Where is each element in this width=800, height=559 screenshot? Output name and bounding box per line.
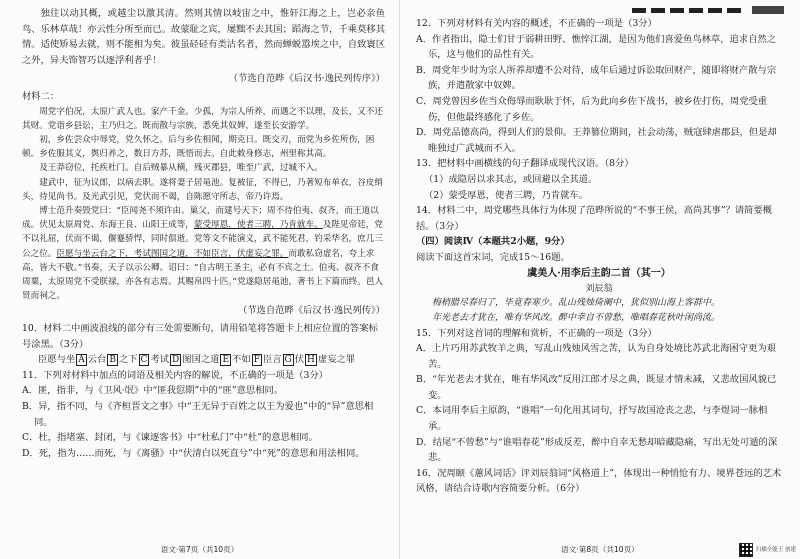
q10-seg-4: 图国之道: [182, 354, 220, 366]
question-10-sentence: [22, 352, 385, 368]
poem-author: 刘辰翁: [585, 283, 613, 294]
right-page-footer: 语文·第8页（共10页）: [561, 545, 639, 554]
intro-paragraph: 独往以动其概，或越尘以激其清。然则其情以岐宙之中，惟轩江海之上，岂必亲鱼鸟、乐林草哉！亦云性分所至而已。故蒙耻之宾，屡黜不去其国；蹈海之节，千乘莫移其情。适使矫易去就，则不能相为矣。彼虽硁硁有类沽名者，然而蝉蜕嚣埃之中，自致寰区之外，异夫饰智巧以逐浮利者乎！: [22, 8, 385, 66]
scanner-logo-icon: [752, 6, 784, 14]
material-2-p5-part-b: 及陛见帝廷，党不以礼屈，伏而不谒，偃蹇骄悍，同时俱逝。党等文不能演义，武不能死君，钓采华名，庶几三公之位。: [22, 220, 383, 259]
question-12-option-a: A．作者指出，隐士们甘于弱耕田野、憔悴江湖，是因为他们喜爱鱼鸟林草，追求自然之乐，这与他们的品性有关。: [416, 33, 776, 61]
q10-seg-5: 不如: [232, 354, 251, 366]
material-2-paragraph-1: 周党字伯况，太原广武人也。家产千金。少孤，为宗人所养，而遇之不以理，及长，又不还其财。党诣乡县讼，主乃归之。既而散与宗族，悉免其奴婢，遂至长安游学。: [22, 106, 383, 131]
question-15-option-b: B．“年光老去才犹在，唯有华风改”反用江郎才尽之典，既显才情未减，又悲故国风貌已变。: [416, 374, 777, 401]
question-15-option-c: C．本词用李后主原韵，“谁唱”一句化用其词句，抒写故国沧丧之悲，与李煜词一脉相承。: [416, 405, 768, 433]
material-2-paragraph-4: 建武中，征为议郎，以病去职。遂将妻子居黾池。复被征，不得已，乃著短布单衣，谷皮绡头，待见尚书。及光武引见，党伏而不谒，自陈愿守所志，帝乃许焉。: [22, 177, 383, 202]
q10-box-f[interactable]: F: [253, 355, 260, 366]
q10-text-before: 臣愿与坐: [38, 354, 76, 366]
left-page-footer: 语文·第7页（共10页）: [160, 545, 239, 554]
question-15-option-d: D．结尾“不曾愁”与“谁唱春花”形成反差，醉中自幸无愁却暗藏隐痛，写出无处可遁的深悲。: [416, 436, 778, 464]
q10-box-b[interactable]: B: [109, 355, 116, 366]
question-12-option-d: D．周党品德高尚，得到人们的景仰。王莽篡位期间，社会动荡，贼寇肆虐郡县，但是却唯独过广武城而不入。: [416, 127, 777, 154]
question-11-option-d: D．死，指为……而死，与《离骚》中“伏清白以死直兮”中“死”的意思和用法相同。: [22, 447, 365, 459]
question-11-option-b: B．异，指不同，与《齐桓晋文之事》中“王无异于百姓之以王为爱也”中的“异”意思相同。: [22, 400, 374, 428]
question-14: 14．材料二中，周党哪些具体行为体现了范晔所说的“不事王侯，高尚其事”？请简要概括。（3分）: [416, 205, 773, 232]
question-10: 10．材料二中画波浪线的部分有三处需要断句，请用铅笔将答题卡上相应位置的答案标号涂黑。（3分）: [22, 323, 378, 350]
q10-box-h[interactable]: H: [307, 355, 315, 366]
material-2-p5-underlined-1: 蒙受厚恩，使者三聘，乃肯就车。: [193, 220, 323, 231]
header-marker-bars: [632, 6, 784, 14]
question-12: 12．下列对材料有关内容的概述，不正确的一项是（3分）: [416, 18, 657, 29]
material-2-paragraph-3: 及王莽窃位，托疾杜门。自后贼暴从横，残灭郡县，唯至广武，过城不入。: [39, 163, 323, 174]
question-16: 16．况周颐《蕙风词话》评刘辰翁词“风格道上”，体现出一种悄怆有力、境界苍远的艺术风格，请结合诗歌内容简要分析。（6分）: [416, 467, 782, 495]
marker-bar-icon: [651, 8, 665, 13]
marker-bar-icon: [670, 8, 684, 13]
marker-bar-icon: [632, 8, 646, 13]
question-13-part-1: （1）成隐居以求其志，或回避以全其道。: [424, 173, 598, 185]
question-12-option-c: C．周党曾因乡佐当众侮辱而耿耿于怀，后为此向乡佐下战书，被乡佐打伤，周党受重伤，但他最终感化了乡佐。: [416, 95, 768, 123]
poem-line-1: 梅梢腊尽春归了，毕竟春寒少。乱山残烛倚阑中，犹似别山海上客群中。: [432, 297, 721, 308]
marker-bar-icon: [708, 8, 722, 13]
material-2-label: 材料二：: [22, 90, 60, 102]
q10-seg-2: 之下: [118, 354, 138, 366]
marker-bar-icon: [689, 8, 703, 13]
question-13: 13．把材料中画横线的句子翻译成现代汉语。（8分）: [416, 158, 634, 170]
material-2-p5-part-c: 而敢私窃虚名，夸上求高，皆大不敬。”书奏，天子以示公卿。诏曰：“自古明王圣主，必有不宾之士。伯夷、叔齐不食周粟，太原周党不受朕禄，亦各有志焉。其赐帛四十匹。”党遂隐居黾池，著书上下篇而终。邑人贤而祠之。: [22, 248, 384, 302]
right-exam-page: [400, 0, 800, 559]
section-4-heading: （四）阅读Ⅳ（本题共2小题，9分）: [416, 236, 570, 248]
q10-box-g[interactable]: G: [284, 355, 292, 366]
question-11: 11．下列对材料中加点的词语及相关内容的解说，不正确的一项是（3分）: [22, 369, 328, 381]
section-4-intro: 阅读下面这首宋词，完成15～16题。: [416, 251, 570, 263]
question-11-option-c: C．杜，指堵塞、封闭，与《谏逐客书》中“杜私门”中“杜”的意思相同。: [22, 432, 318, 444]
material-2-p5-wavy-line: 臣愿与坐云台之下，考试图国之道，不如臣言，伏虚妄之罪。: [56, 248, 289, 259]
question-12-option-b: B．周党年少时为宗人所养却遭不公对待，成年后通过诉讼取回财产，随即将财产散与宗族，并遣散家中奴婢。: [416, 64, 777, 92]
material-2-p5-part-a: 博士范升奏毁党曰：“臣闻尧不须许由、巢父，而建号天下；周不待伯夷、叔齐，而王道以成。伏见太原周党、东海王良、山阳王成等，: [22, 205, 379, 231]
scanner-watermark-text: 扫描全能王 创建: [755, 546, 796, 553]
question-13-part-2: （2）蒙受厚恩，使者三聘，乃肯就车。: [424, 189, 588, 201]
question-11-option-a: A．匪，指非，与《卫风·氓》中“匪我愆期”中的“匪”意思相同。: [22, 385, 284, 397]
source-citation-1: （节选自范晔《后汉书·逸民列传序》）: [228, 73, 385, 85]
qr-code-icon: [739, 543, 753, 557]
q10-seg-7: 伏: [294, 354, 305, 366]
poem-title: 虞美人·用李后主韵二首（其一）: [527, 267, 671, 279]
poem-line-2: 年光老去才犹在，唯有华风改。醉中幸自不曾愁，唯唱春花秋叶闲尚流。: [432, 312, 721, 323]
q10-box-c[interactable]: C: [140, 355, 148, 366]
q10-box-a[interactable]: A: [78, 355, 85, 366]
marker-bar-icon: [727, 8, 741, 13]
q10-seg-3: 考试: [150, 354, 170, 366]
q10-seg-8: 虚妄之罪: [317, 354, 356, 366]
material-2-paragraph-2: 初，乡佐尝众中辱党，党久怀之。后与乡佐相闻，期克日。既交刃，而党为乡佐所伤，困顿。乡佐服其义，舆归养之，数日方苏，既悟而去。自此敕身修志，州里称其高。: [22, 134, 375, 160]
q10-box-d[interactable]: D: [172, 355, 180, 366]
q10-box-e[interactable]: E: [222, 355, 230, 366]
q10-seg-6: 臣言: [262, 354, 282, 366]
q10-seg-1: 云台: [87, 354, 107, 366]
material-2-paragraph-5: [22, 204, 385, 303]
scanner-watermark: [739, 543, 796, 557]
source-citation-2: （节选自范晔《后汉书·逸民列传》）: [237, 305, 385, 317]
question-15: 15．下列对这首词的理解和赏析，不正确的一项是（3分）: [416, 327, 657, 339]
question-15-option-a: A．上片巧用苏武牧羊之典，写乱山残烛风雪之苦，认为自身处境比苏武北海困守更为艰苦。: [416, 343, 776, 370]
